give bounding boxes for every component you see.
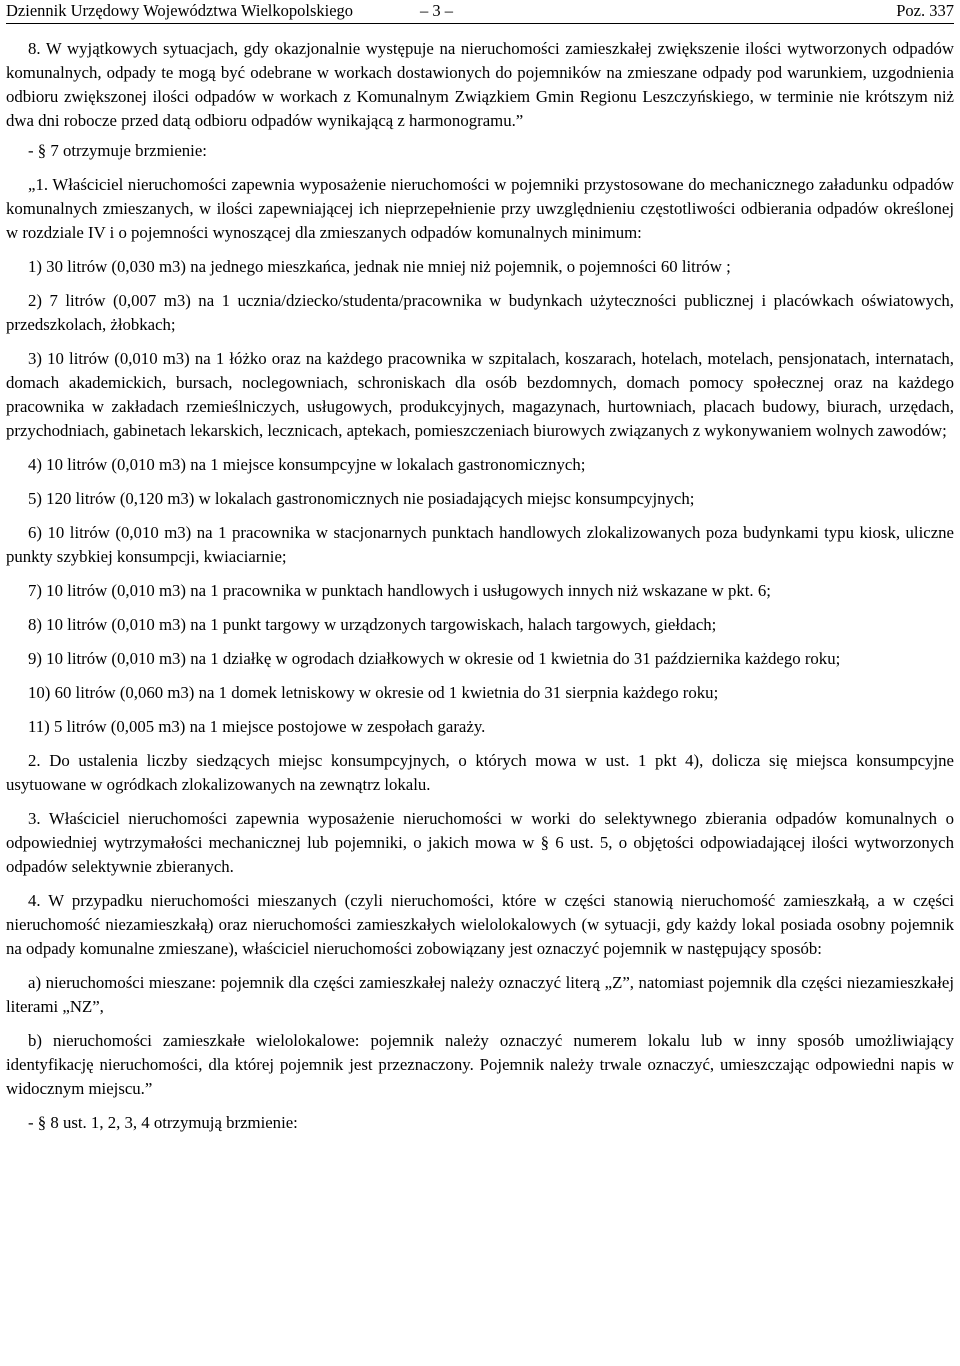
list-item-9: 9) 10 litrów (0,010 m3) na 1 działkę w ogrodach działkowych w okresie od 1 kwietnia do 31 października każdego roku; bbox=[28, 649, 841, 668]
paragraph-8: 8. W wyjątkowych sytuacjach, gdy okazjonalnie występuje na nieruchomości zamieszkałej zwiększenie ilości wytworzonych odpadów komunalnych, odpady te mogą być odebrane w workach dostawionych do pojemników na zmieszane odpady pod warunkiem, uzgodnienia odbioru zwiększonej ilości odpadów w workach z Komunalnym Związkiem Gmin Regionu Leszczyńskiego, w terminie nie krótszym niż dwa dni robocze przed datą odbioru odpadów wynikającą z harmonogramu.” bbox=[6, 39, 954, 130]
paragraph-3: 3. Właściciel nieruchomości zapewnia wyposażenie nieruchomości w worki do selektywnego zbierania odpadów komunalnych o odpowiedniej wytrzymałości mechanicznej lub pojemniki, o jakich mowa w § 6 ust. 5, o objętości odpowiadającej ilości wytworzonych odpadów selektywnie zbieranych. bbox=[6, 809, 954, 876]
list-item-4: 4) 10 litrów (0,010 m3) na 1 miejsce konsumpcyjne w lokalach gastronomicznych; bbox=[28, 455, 586, 474]
list-item-2: 2) 7 litrów (0,007 m3) na 1 ucznia/dziecko/studenta/pracownika w budynkach użyteczności publicznej i placówkach oświatowych, przedszkolach, żłobkach; bbox=[6, 291, 954, 334]
page-number: – 3 – bbox=[420, 1, 453, 20]
item-b: b) nieruchomości zamieszkałe wielolokalowe: pojemnik należy oznaczyć numerem lokalu lub w inny sposób umożliwiający identyfikację nieruchomości, dla której pojemnik jest przeznaczony. Pojemnik należy trwale oznaczyć, umieszczając odpowiedni napis w widocznym miejscu.” bbox=[6, 1031, 954, 1098]
list-item-10: 10) 60 litrów (0,060 m3) na 1 domek letniskowy w okresie od 1 kwietnia do 31 sierpnia każdego roku; bbox=[28, 683, 719, 702]
page-header bbox=[6, 0, 954, 28]
list-item-6: 6) 10 litrów (0,010 m3) na 1 pracownika w stacjonarnych punktach handlowych zlokalizowanych poza budynkami typu kiosk, uliczne punkty szybkiej konsumpcji, kwiaciarnie; bbox=[6, 523, 954, 566]
header-rule bbox=[6, 23, 954, 24]
journal-title: Dziennik Urzędowy Województwa Wielkopolskiego bbox=[6, 1, 354, 20]
list-item-1: 1) 30 litrów (0,030 m3) na jednego mieszkańca, jednak nie mniej niż pojemnik, o pojemności 60 litrów ; bbox=[28, 257, 731, 276]
paragraph-1: „1. Właściciel nieruchomości zapewnia wyposażenie nieruchomości w pojemniki przystosowane do mechanicznego załadunku odpadów komunalnych zmieszanych, w ilości zapewniającej ich nieprzepełnienie przy uwzględnieniu częstotliwości odbierania odpadów określonej w rozdziale IV i o pojemności wynoszącej dla zmieszanych odpadów komunalnych minimum: bbox=[6, 175, 954, 242]
list-item-5: 5) 120 litrów (0,120 m3) w lokalach gastronomicznych nie posiadających miejsc konsumpcyjnych; bbox=[28, 489, 695, 508]
list-item-3: 3) 10 litrów (0,010 m3) na 1 łóżko oraz na każdego pracownika w szpitalach, koszarach, hotelach, motelach, pensjonatach, internatach, domach akademickich, bursach, noclegowniach, schroniskach dla osób bezdomnych, domach pomocy społecznej oraz na każdego pracownika w zakładach rzemieślniczych, usługowych, produkcyjnych, magazynach, hurtowniach, placach budowy, biurach, urzędach, przychodniach, gabinetach lekarskich, lecznicach, aptekach, pomieszczeniach biurowych związanych z wykonywaniem wolnych zawodów; bbox=[6, 349, 954, 440]
paragraph-2: 2. Do ustalenia liczby siedzących miejsc konsumpcyjnych, o których mowa w ust. 1 pkt 4), dolicza się miejsca konsumpcyjne usytuowane w ogródkach zlokalizowanych na zewnątrz lokalu. bbox=[6, 751, 954, 794]
list-item-8: 8) 10 litrów (0,010 m3) na 1 punkt targowy w urządzonych targowiskach, halach targowych, giełdach; bbox=[28, 615, 717, 634]
list-item-7: 7) 10 litrów (0,010 m3) na 1 pracownika w punktach handlowych i usługowych innych niż wskazane w pkt. 6; bbox=[28, 581, 771, 600]
position-number: Poz. 337 bbox=[896, 1, 954, 20]
paragraph-4: 4. W przypadku nieruchomości mieszanych (czyli nieruchomości, które w części stanowią nieruchomość zamieszkałą, a w części nieruchomość niezamieszkałą) oraz nieruchomości zamieszkałych wielolokalowych (w sytuacji, gdy każdy lokal posiada osobny pojemnik na odpady komunalne zmieszane), właściciel nieruchomości zobowiązany jest oznaczyć pojemnik w następujący sposób: bbox=[6, 891, 954, 958]
list-item-11: 11) 5 litrów (0,005 m3) na 1 miejsce postojowe w zespołach garaży. bbox=[28, 717, 486, 736]
document-body bbox=[6, 37, 954, 1135]
amendment-7-intro: - § 7 otrzymuje brzmienie: bbox=[28, 141, 207, 160]
amendment-8-intro: - § 8 ust. 1, 2, 3, 4 otrzymują brzmienie: bbox=[28, 1113, 298, 1132]
item-a: a) nieruchomości mieszane: pojemnik dla części zamieszkałej należy oznaczyć literą „Z”, natomiast pojemnik dla części niezamieszkałej literami „NZ”, bbox=[6, 973, 954, 1016]
